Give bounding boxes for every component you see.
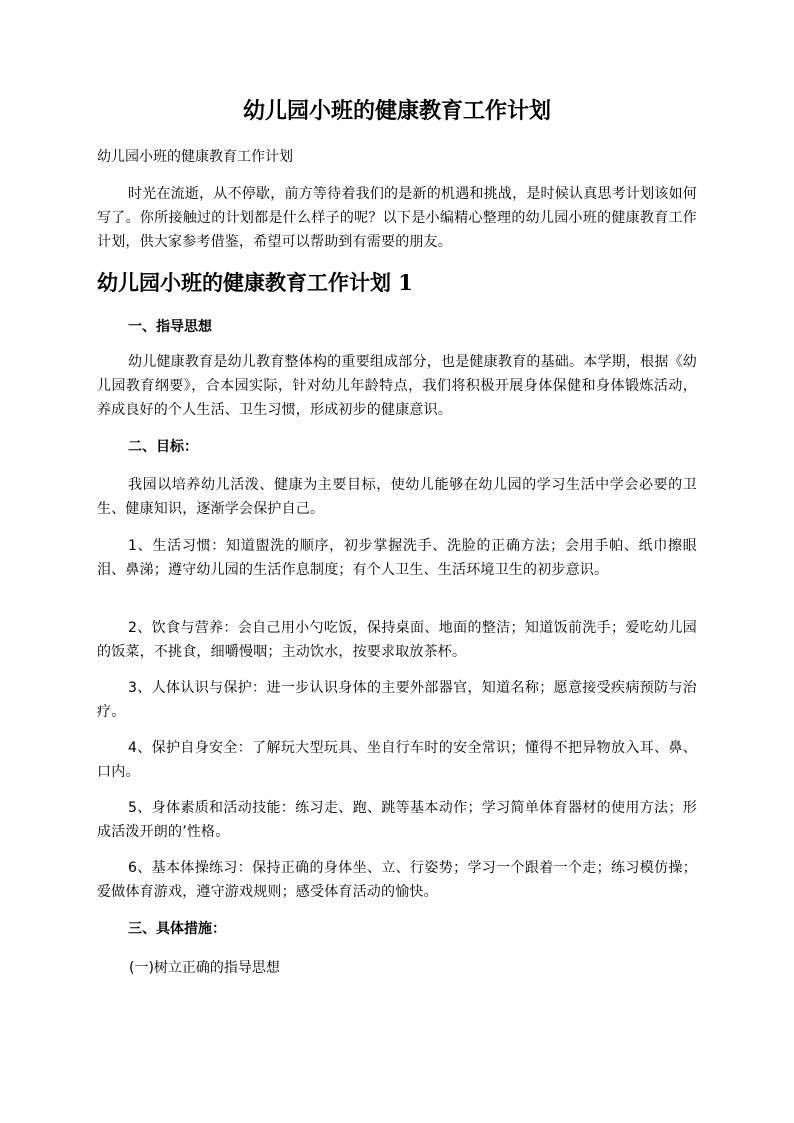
guiding-ideology-heading: 一、指导思想 bbox=[128, 319, 212, 335]
goals-paragraph: 我园以培养幼儿活泼、健康为主要目标，使幼儿能够在幼儿园的学习生活中学会必要的卫生、健康知识，逐渐学会保护自己。 bbox=[97, 477, 697, 517]
goal-item-1: 1、生活习惯：知道盥洗的顺序，初步掌握洗手、洗脸的正确方法；会用手帕、纸巾擦眼泪、鼻涕；遵守幼儿园的生活作息制度；有个人卫生、生活环境卫生的初步意识。 bbox=[97, 538, 697, 578]
goal-item-6: 6、基本体操练习：保持正确的身体坐、立、行姿势；学习一个跟着一个走；练习模仿操；爱做体育游戏，遵守游戏规则；感受体育活动的愉快。 bbox=[97, 860, 697, 900]
intro-paragraph: 时光在流逝，从不停歇，前方等待着我们的是新的机遇和挑战，是时候认真思考计划该如何写了。你所接触过的计划都是什么样子的呢？以下是小编精心整理的幼儿园小班的健康教育工作计划，供大家参考借鉴，希望可以帮助到有需要的朋友。 bbox=[97, 186, 697, 250]
goals-heading: 二、目标： bbox=[128, 439, 198, 455]
document-title: 幼儿园小班的健康教育工作计划 bbox=[242, 98, 551, 124]
goal-item-2: 2、饮食与营养：会自己用小勺吃饭，保持桌面、地面的整洁；知道饭前洗手；爱吃幼儿园的饭菜，不挑食，细嚼慢咽；主动饮水，按要求取放茶杯。 bbox=[97, 620, 697, 660]
goal-item-3: 3、人体认识与保护：进一步认识身体的主要外部器官，知道名称；愿意接受疾病预防与治疗。 bbox=[97, 680, 697, 720]
document-subtitle: 幼儿园小班的健康教育工作计划 bbox=[97, 149, 293, 165]
goal-item-5: 5、身体素质和活动技能：练习走、跑、跳等基本动作；学习简单体育器材的使用方法；形成活泼开朗的’性格。 bbox=[97, 800, 697, 840]
goal-item-4: 4、保护自身安全：了解玩大型玩具、坐自行车时的安全常识；懂得不把异物放入耳、鼻、口内。 bbox=[97, 740, 697, 780]
measures-subheading: (一)树立正确的指导思想 bbox=[129, 960, 280, 976]
section-heading: 幼儿园小班的健康教育工作计划 1 bbox=[97, 270, 413, 295]
guiding-ideology-paragraph: 幼儿健康教育是幼儿教育整体构的重要组成部分，也是健康教育的基础。本学期，根据《幼儿园教育纲要》，合本园实际，针对幼儿年龄特点，我们将积极开展身体保健和身体锻炼活动，养成良好的个人生活、卫生习惯，形成初步的健康意识。 bbox=[97, 354, 697, 418]
measures-heading: 三、具体措施： bbox=[128, 921, 226, 937]
